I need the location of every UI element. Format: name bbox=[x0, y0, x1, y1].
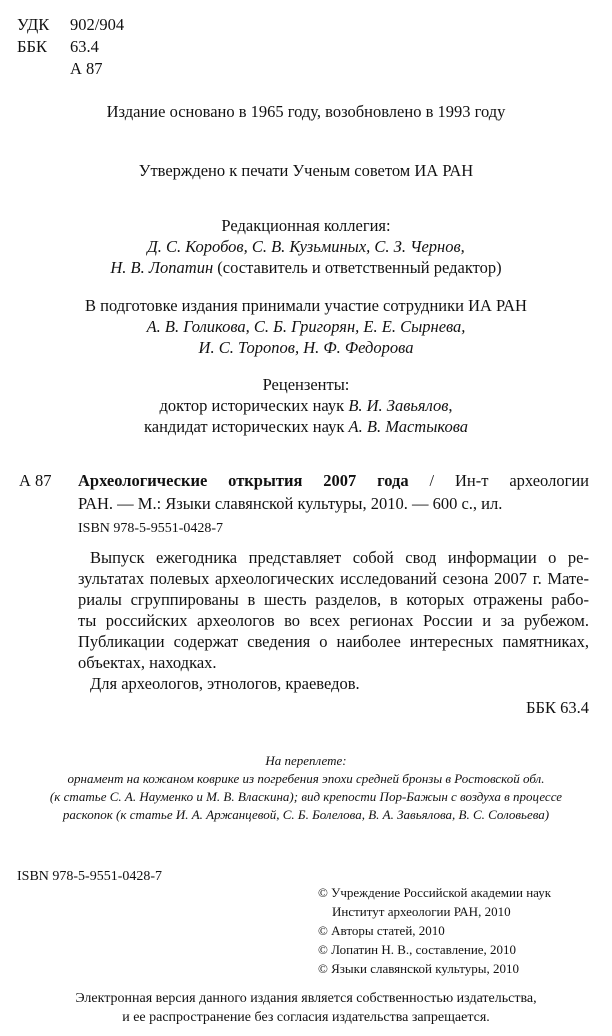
reviewer-1 bbox=[0, 395, 612, 416]
bbk-code: ББК 63.4 bbox=[526, 698, 589, 717]
annotation-line: зультатах полевых археологических исследований сезона 2007 г. Мате- bbox=[78, 569, 589, 588]
reviewer-1-name: В. И. Завьялов bbox=[348, 396, 449, 415]
cover-note-title: На переплете: bbox=[265, 753, 347, 768]
reviewer-2-degree: кандидат исторических наук bbox=[143, 417, 349, 436]
participants-line-1: А. В. Голикова, С. Б. Григорян, Е. Е. Сырнева, bbox=[146, 317, 466, 336]
editorial-board-editor bbox=[0, 257, 612, 278]
reviewer-2-name: А. В. Мастыкова bbox=[348, 417, 469, 436]
reviewer-1-degree: доктор исторических наук bbox=[159, 396, 349, 415]
catalog-mark: А 87 bbox=[19, 471, 52, 490]
bbk-value: 63.4 bbox=[70, 37, 99, 56]
cover-note-line-2: (к статье С. А. Науменко и М. В. Власкина); вид крепости Пор-Бажын с воздуха в процессе bbox=[49, 789, 563, 804]
author-mark: А 87 bbox=[70, 59, 103, 78]
audience-note: Для археологов, этнологов, краеведов. bbox=[90, 674, 360, 693]
editorial-board-title: Редакционная коллегия: bbox=[221, 216, 391, 235]
copyright-line: © Языки славянской культуры, 2010 bbox=[318, 961, 519, 976]
book-title: Археологические открытия 2007 года bbox=[78, 471, 409, 490]
editor-role: (составитель и ответственный редактор) bbox=[213, 258, 502, 277]
catalog-imprint: РАН. — М.: Языки славянской культуры, 2010. — 600 с., ил. bbox=[78, 494, 503, 513]
copyright-line: © Авторы статей, 2010 bbox=[318, 923, 445, 938]
copyright-line: © Лопатин Н. В., составление, 2010 bbox=[318, 942, 517, 957]
editor-name: Н. В. Лопатин bbox=[110, 258, 214, 277]
catalog-title-line bbox=[78, 470, 589, 491]
editorial-board-members: Д. С. Коробов, С. В. Кузьминых, С. З. Чернов, bbox=[147, 237, 465, 256]
annotation-line: риалы сгруппированы в шесть разделов, в которых отражены рабо- bbox=[78, 590, 589, 609]
catalog-isbn: ISBN 978-5-9551-0428-7 bbox=[78, 521, 224, 536]
annotation-line: Выпуск ежегодника представляет собой свод информации о ре- bbox=[90, 548, 589, 567]
udk-label: УДК bbox=[17, 15, 50, 34]
bottom-isbn: ISBN 978-5-9551-0428-7 bbox=[17, 869, 163, 884]
udk-value: 902/904 bbox=[70, 15, 125, 34]
cover-note-line-3: раскопок (к статье И. А. Аржанцевой, С. Б. Болелова, В. А. Завьялова, В. С. Соловьева) bbox=[62, 807, 550, 822]
cover-note-line-1: орнамент на кожаном коврике из погребения эпохи средней бронзы в Ростовской обл. bbox=[67, 771, 545, 786]
reviewer-1-comma: , bbox=[448, 396, 453, 415]
approval-note: Утверждено к печати Ученым советом ИА РАН bbox=[138, 161, 474, 180]
reviewers-title: Рецензенты: bbox=[262, 375, 350, 394]
participants-line-2: И. С. Торопов, Н. Ф. Федорова bbox=[198, 338, 414, 357]
copyright-line: Институт археологии РАН, 2010 bbox=[332, 904, 511, 919]
annotation-line: Публикации содержат сведения о наиболее интересных памятниках, bbox=[78, 632, 589, 651]
book-publisher-short: / Ин-т археологии bbox=[408, 471, 589, 490]
annotation-line-last: объектах, находках. bbox=[78, 653, 217, 672]
participants-title: В подготовке издания принимали участие сотрудники ИА РАН bbox=[85, 296, 527, 315]
annotation-line: ты российских археологов во всех регионах России и за рубежом. bbox=[78, 611, 589, 630]
copyright-line: © Учреждение Российской академии наук bbox=[318, 885, 552, 900]
footer-line-1: Электронная версия данного издания является собственностью издательства, bbox=[75, 991, 537, 1006]
footer-line-2: и ее распространение без согласия издательства запрещается. bbox=[122, 1010, 490, 1025]
bbk-label: ББК bbox=[17, 37, 47, 56]
series-note: Издание основано в 1965 году, возобновлено в 1993 году bbox=[106, 102, 506, 121]
reviewer-2 bbox=[0, 416, 612, 437]
